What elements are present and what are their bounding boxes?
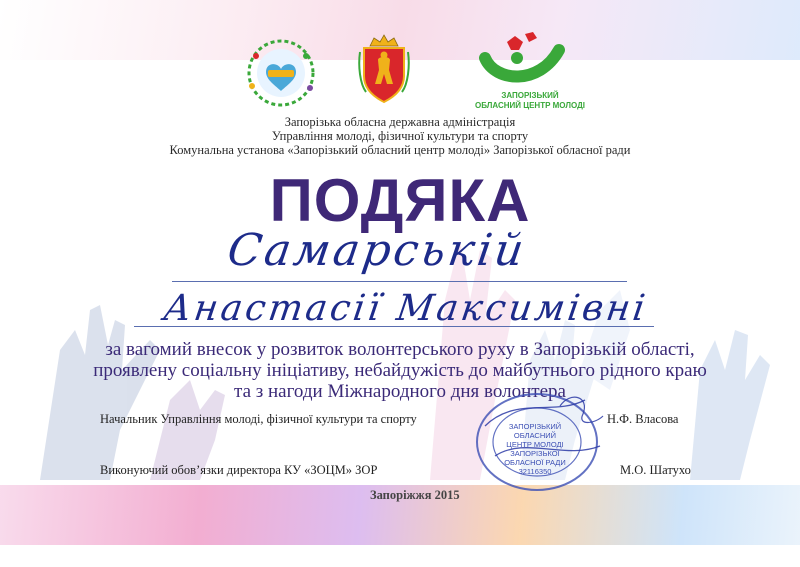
stamp-line5: ОБЛАСНОЇ РАДИ [504,458,566,467]
org-line-department: Управління молоді, фізичної культури та спорту [271,129,529,143]
signature-name-head: Н.Ф. Власова [607,412,679,426]
name-underline-1 [172,281,627,282]
body-text-line1: за вагомий внесок у розвиток волонтерського руху в Запорізькій області, [105,339,695,360]
stamp-line4: ЗАПОРІЗЬКОЇ [510,449,560,458]
stamp-line1: ЗАПОРІЗЬКИЙ [508,422,562,431]
coat-of-arms-emblem [356,32,412,106]
body-text-line2: проявлену соціальну ініціативу, небайдужість до майбутнього рідного краю [93,360,707,381]
stamp-text [498,422,572,476]
youth-center-emblem-icon [455,28,605,84]
org-line-administration: Запорізька обласна державна адміністрація [284,115,516,129]
recipient-surname: Самарській [224,225,530,276]
stamp-line3: ЦЕНТР МОЛОДІ [506,440,564,449]
org-line-institution: Комунальна установа «Запорізький обласний центр молоді» Запорізької обласної ради [169,143,631,157]
name-underline-2 [134,326,654,327]
city-year: Запоріжжя 2015 [370,488,460,502]
stamp-line2: ОБЛАСНИЙ [513,431,557,440]
youth-center-logo [455,28,605,108]
signature-name-director: М.О. Шатухо [620,463,691,477]
signature-role-director: Виконуючий обов’язки директора КУ «ЗОЦМ» ЗОР [100,463,378,477]
page-title: ПОДЯКА [269,167,531,234]
body-text-line3: та з нагоди Міжнародного дня волонтера [234,381,566,402]
recipient-given-names: Анастасії Максимівні [161,288,651,329]
stamp-line6: 32116350 [518,467,552,476]
center-logo-line1: ЗАПОРІЗЬКИЙ [501,91,559,100]
center-logo-line2: ОБЛАСНИЙ ЦЕНТР МОЛОДІ [475,101,585,110]
volunteer-logo [238,36,324,110]
signature-role-head: Начальник Управління молоді, фізичної культури та спорту [100,412,417,426]
